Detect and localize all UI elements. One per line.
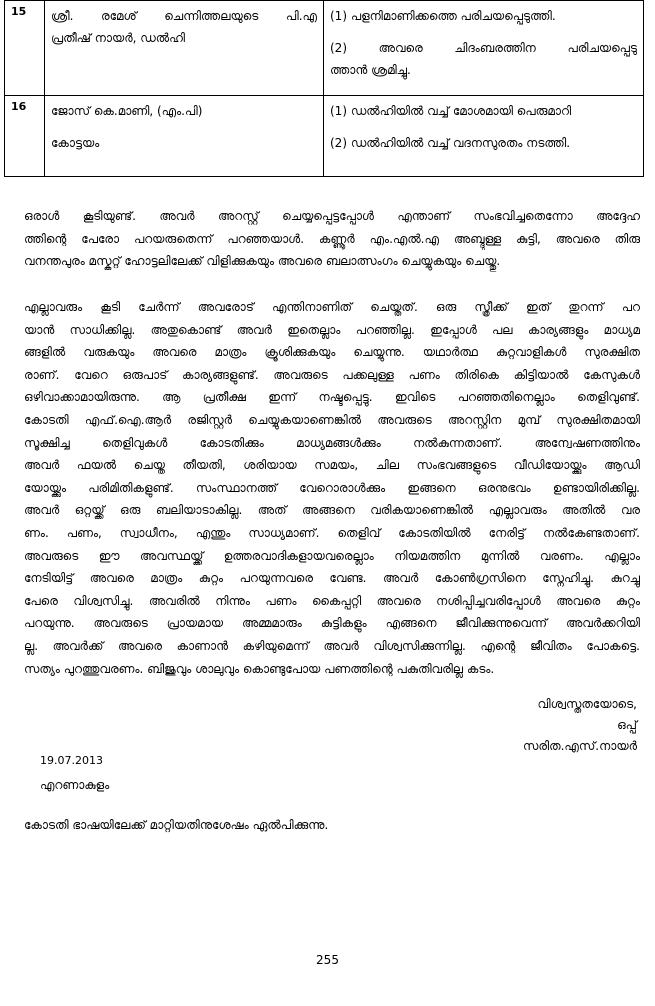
row-number: 16 [5,96,45,177]
closing-block [523,694,637,757]
signatory-name: സരിത.എസ്.നായർ [523,739,637,753]
person-line: പ്രതീഷ് നായർ, ഡൽഹി [51,31,185,45]
text-line: ത്തിന്റെ പേരോ പറയരുതെന്ന് പറഞ്ഞയാൾ. കണ്ണൂർ എം.എൽ.എ അബ്ദുള്ള കുട്ടി, അവരെ തിരു [24,231,640,246]
text-line: ങ്ങളിൽ വരുകയും അവരെ മാത്രം ക്രൂശിക്കുകയും ചെയ്യുന്നു. യഥാർത്ഥ കുറ്റവാളികൾ സുരക്ഷിത [24,345,640,360]
text-line: ണം. പണം, സ്വാധീനം, എന്തും സാധ്യമാണ്. തെളിവ് കോടതിയിൽ നേരിട്ട് നൽകേണ്ടതാണ്. [24,525,640,540]
signature-label: ഒപ്പ് [617,718,637,732]
action-item: (2) ഡൽഹിയിൽ വച്ച് വദനസുരതം നടത്തി. [330,136,571,150]
person-line: കോട്ടയം [51,136,100,150]
text-line: അവരുടെ ഈ അവസ്ഥയ്ക്ക് ഉത്തരവാദികളായവരെല്ലാം നിയമത്തിന മുന്നിൽ വരണം. എല്ലാം [24,548,640,563]
text-line: സൂക്ഷിച്ച തെളിവുകൾ കോടതിക്കും മാധ്യമങ്ങൾക്കും നൽകുന്നതാണ്. അന്വേഷണത്തിനും [24,435,640,450]
action-item: (1) പളനിമാണിക്കത്തെ പരിചയപ്പെടുത്തി. [330,9,556,23]
row-actions [324,1,644,96]
person-line: ശ്രീ. രമേശ് ചെന്നിത്തലയുടെ പി.എ [51,9,317,23]
paragraph-2 [24,296,640,680]
text-line: ല്ല. അവർക്ക് അവരെ കാണാൻ കഴിയുമെന്ന് അവർ വിശ്വസിക്കുന്നില്ല. എന്റെ ജീവിതം പോകട്ടെ. [24,638,640,653]
text-line: അവർ ഒറ്റയ്ക്ക് ഒരു ബലിയാടാകില്ല. അത് അങ്ങനെ വരികയാണെങ്കിൽ എല്ലാവരും അതിൽ വര [24,503,640,518]
row-actions [324,96,644,177]
action-item: (2) അവരെ ചിദംബരത്തിന പരിചയപ്പെടു [330,41,637,55]
person-line: ജോസ് കെ.മാണി, (എം.പി) [51,104,203,118]
text-line: എല്ലാവരും കൂടി ചേർന്ന് അവരോട് എന്തിനാണിത് ചെയ്തത്. ഒരു സ്ത്രീക്ക് ഇത് തുറന്ന് പറ [24,300,640,314]
letter-place: എറണാകുളം [40,778,110,792]
paragraph-1 [24,205,640,273]
page-number: 255 [316,953,339,967]
row-number: 15 [5,1,45,96]
row-person [45,1,324,96]
text-line: യാൻ സാധിക്കില്ല. അതുകൊണ്ട് അവർ ഇതെല്ലാം പറഞ്ഞില്ല. ഇപ്പോൾ പല കാര്യങ്ങളും മാധ്യമ [24,322,640,337]
text-line: പേരെ വിശ്വസിച്ചു. അവരിൽ നിന്നും പണം കൈപ്പറ്റി അവരെ നശിപ്പിച്ചവരിപ്പോൾ അവരെ കുറ്റം [24,593,640,608]
action-item: (1) ഡൽഹിയിൽ വച്ച് മോശമായി പെരുമാറി [330,104,572,118]
table-row [5,96,644,177]
text-line: പറയുന്നു. അവരുടെ പ്രായമായ അമ്മമാരും കുട്ടികളും എങ്ങനെ ജീവിക്കുന്നുവെന്ന് അവർക്കറിയി [24,616,640,631]
table-row [5,1,644,96]
text-line: കോടതി എഫ്.ഐ.ആർ രജിസ്റ്റർ ചെയ്യുകയാണെങ്കിൽ അവരുടെ അറസ്റ്റിന മുമ്പ് സുരക്ഷിതമായി [24,412,640,427]
text-line: രാണ്. വേറെ ഒരുപാട് കാര്യങ്ങളുണ്ട്. അവരുടെ പക്കലുള്ള പണം തിരികെ കിട്ടിയാൽ കേസുകൾ [24,367,640,382]
salutation: വിശ്വസ്തതയോടെ, [537,697,637,711]
row-person [45,96,324,177]
text-line: യോയ്ക്കും പരിമിതികളുണ്ട്. സംസ്ഥാനത്ത് വേറൊരാൾക്കും ഇങ്ങനെ ഒരനുഭവം ഉണ്ടായിരിക്കില്ല. [24,480,640,495]
text-line: നേടിയിട്ട് അവരെ മാത്രം കുറ്റം പറയുന്നവരെ വേണ്ട. അവർ കോൺഗ്രസിനെ സ്നേഹിച്ചു. കുറച്ചു [24,571,640,586]
text-line: അവർ ഫയൽ ചെയ്ത തീയതി, ശരിയായ സമയം, ചില സംഭവങ്ങളുടെ വീഡിയോയ്ക്കും ആഡി [24,458,640,473]
statement-table [4,0,644,177]
text-line: ഒരാൾ കൂടിയുണ്ട്. അവർ അറസ്റ്റ് ചെയ്യപ്പെട്ടപ്പോൾ എന്താണ് സംഭവിച്ചതെന്നോ അദ്ദേഹ [24,209,640,223]
action-item: ത്താൻ ശ്രമിച്ചു. [330,63,411,77]
text-line: ഒഴിവാക്കാമായിരുന്നു. ആ പ്രതീക്ഷ ഇന്ന് നഷ്ടപ്പെട്ടു. ഇവിടെ പറഞ്ഞതിനെല്ലാം തെളിവുണ്ട്. [24,390,640,405]
translation-note: കോടതി ഭാഷയിലേക്ക് മാറ്റിയതിനുശേഷം ഏൽപിക്കുന്നു. [24,818,329,832]
text-line: സത്യം പുറത്തുവരണം. ബിജുവും ശാലുവും കൊണ്ടുപോയ പണത്തിന്റെ പകുതിവരില്ല കടം. [24,661,495,676]
text-line: വനന്തപുരം മസ്കറ്റ് ഹോട്ടലിലേക്ക് വിളിക്കുകയും അവരെ ബലാത്സംഗം ചെയ്യുകയും ചെയ്തു. [24,254,501,269]
letter-date: 19.07.2013 [40,754,103,767]
